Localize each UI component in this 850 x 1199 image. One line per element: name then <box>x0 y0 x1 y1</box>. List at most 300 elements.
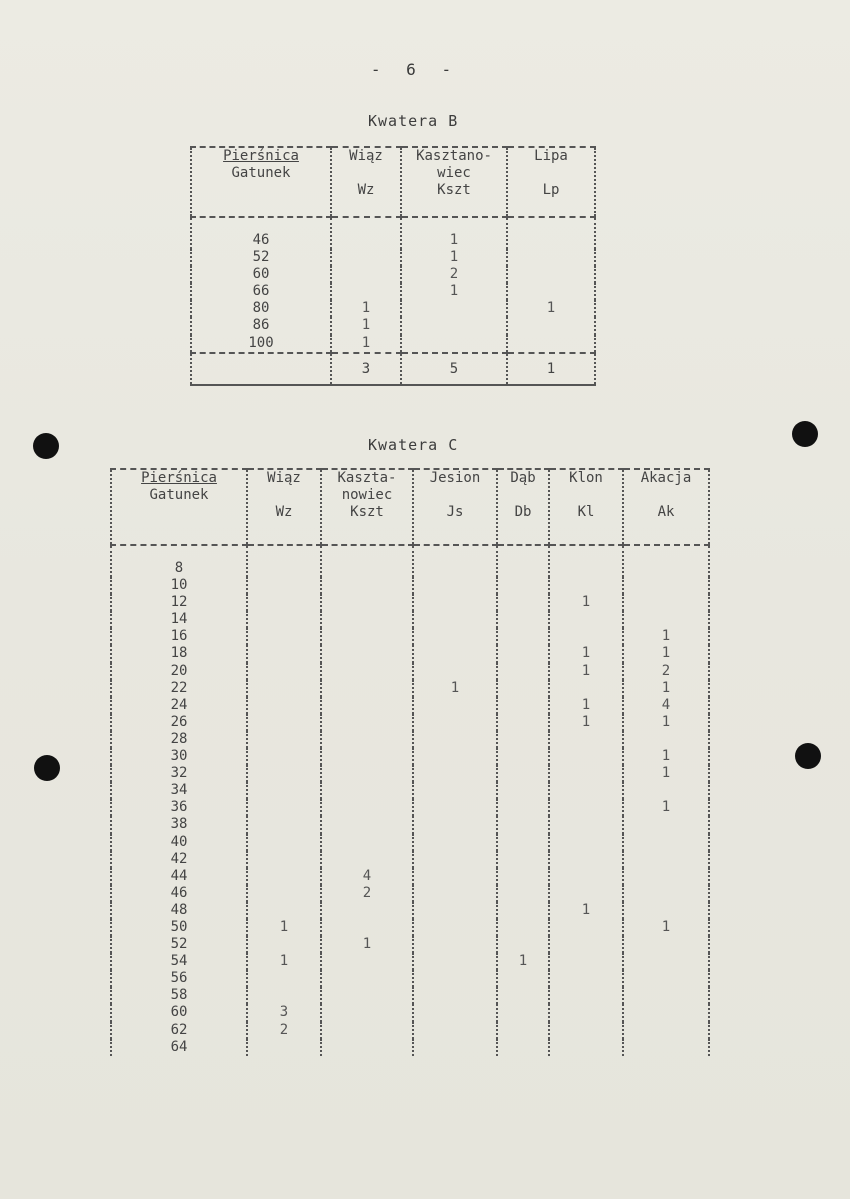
header-line3: Wz <box>275 504 293 520</box>
count-cell <box>247 816 321 833</box>
header-line2: Gatunek <box>231 165 291 181</box>
count-cell <box>549 765 623 782</box>
count-cell: 2 <box>321 885 413 902</box>
count-cell <box>623 782 709 799</box>
table-row <box>191 249 595 266</box>
count-cell <box>623 953 709 970</box>
count-cell <box>247 594 321 611</box>
table-row <box>111 765 709 782</box>
count-cell <box>413 970 497 987</box>
count-cell <box>549 816 623 833</box>
count-cell: 1 <box>331 317 401 334</box>
count-cell <box>549 545 623 577</box>
count-cell <box>623 885 709 902</box>
count-cell <box>623 987 709 1004</box>
kwatera-c-table <box>110 468 710 1056</box>
count-cell: 1 <box>321 936 413 953</box>
count-cell <box>413 953 497 970</box>
diameter-cell: 64 <box>111 1039 247 1056</box>
count-cell <box>321 611 413 628</box>
count-cell <box>413 1039 497 1056</box>
header-line2: Gatunek <box>149 487 209 503</box>
count-cell <box>549 1004 623 1021</box>
count-cell <box>623 577 709 594</box>
count-cell <box>507 317 595 334</box>
header-cell <box>247 469 321 545</box>
header-cell <box>401 147 507 217</box>
count-cell <box>247 645 321 662</box>
count-cell: 3 <box>247 1004 321 1021</box>
count-cell <box>321 834 413 851</box>
count-cell: 1 <box>623 645 709 662</box>
diameter-cell: 16 <box>111 628 247 645</box>
count-cell: 1 <box>549 645 623 662</box>
count-cell: 1 <box>623 628 709 645</box>
count-cell <box>247 628 321 645</box>
table-row <box>111 851 709 868</box>
count-cell <box>413 611 497 628</box>
count-cell <box>497 697 549 714</box>
count-cell <box>247 851 321 868</box>
count-cell <box>497 714 549 731</box>
count-cell <box>413 868 497 885</box>
count-cell <box>497 782 549 799</box>
count-cell <box>321 902 413 919</box>
header-line1: Pierśnica <box>141 470 217 486</box>
count-cell <box>413 628 497 645</box>
count-cell <box>247 936 321 953</box>
header-row <box>191 147 595 217</box>
diameter-cell: 40 <box>111 834 247 851</box>
count-cell <box>247 782 321 799</box>
count-cell <box>321 731 413 748</box>
diameter-cell: 22 <box>111 680 247 697</box>
count-cell <box>247 545 321 577</box>
header-cell <box>321 469 413 545</box>
count-cell: 1 <box>401 249 507 266</box>
header-line1: Jesion <box>429 470 481 486</box>
count-cell <box>413 799 497 816</box>
count-cell <box>413 816 497 833</box>
count-cell <box>413 697 497 714</box>
header-line2: wiec <box>437 165 471 181</box>
diameter-cell: 80 <box>191 300 331 317</box>
count-cell <box>549 868 623 885</box>
count-cell <box>413 1022 497 1039</box>
diameter-cell: 36 <box>111 799 247 816</box>
count-cell <box>497 594 549 611</box>
table-row <box>111 919 709 936</box>
count-cell <box>321 782 413 799</box>
table-row <box>111 868 709 885</box>
table-row <box>111 1022 709 1039</box>
count-cell <box>321 680 413 697</box>
table-row <box>111 663 709 680</box>
total-cell <box>191 353 331 385</box>
kwatera-c-title: Kwatera C <box>368 436 459 454</box>
count-cell <box>413 885 497 902</box>
count-cell <box>321 765 413 782</box>
header-line1: Lipa <box>534 148 568 164</box>
header-line3: Js <box>446 504 464 520</box>
header-line2 <box>498 487 548 504</box>
count-cell <box>247 1039 321 1056</box>
count-cell: 1 <box>413 680 497 697</box>
diameter-cell: 42 <box>111 851 247 868</box>
count-cell <box>549 970 623 987</box>
header-cell <box>413 469 497 545</box>
count-cell: 1 <box>549 594 623 611</box>
diameter-cell: 52 <box>191 249 331 266</box>
count-cell <box>497 936 549 953</box>
table-row <box>111 885 709 902</box>
count-cell <box>413 594 497 611</box>
count-cell: 1 <box>623 714 709 731</box>
count-cell <box>413 748 497 765</box>
table-row <box>111 936 709 953</box>
count-cell: 1 <box>401 217 507 249</box>
header-line1: Wiąz <box>267 470 301 486</box>
count-cell <box>331 266 401 283</box>
header-line1: Wiąz <box>349 148 383 164</box>
count-cell <box>321 628 413 645</box>
count-cell <box>623 1039 709 1056</box>
count-cell <box>247 577 321 594</box>
header-row <box>111 469 709 545</box>
count-cell <box>321 1022 413 1039</box>
table-row <box>111 748 709 765</box>
header-line1: Pierśnica <box>223 148 299 164</box>
count-cell: 1 <box>623 680 709 697</box>
header-cell <box>549 469 623 545</box>
header-line3: Kszt <box>437 182 471 198</box>
diameter-cell: 54 <box>111 953 247 970</box>
table-row <box>111 680 709 697</box>
count-cell <box>549 731 623 748</box>
diameter-cell: 60 <box>111 1004 247 1021</box>
header-cell <box>623 469 709 545</box>
diameter-cell: 30 <box>111 748 247 765</box>
punch-hole-left-bottom <box>34 755 60 781</box>
count-cell <box>623 611 709 628</box>
table-row <box>111 970 709 987</box>
count-cell <box>321 919 413 936</box>
table-row <box>111 611 709 628</box>
header-line2 <box>624 487 708 504</box>
count-cell <box>549 782 623 799</box>
table-row <box>111 628 709 645</box>
count-cell <box>549 936 623 953</box>
count-cell <box>497 731 549 748</box>
table-row <box>191 300 595 317</box>
punch-hole-right-top <box>792 421 818 447</box>
table-row <box>111 987 709 1004</box>
count-cell: 1 <box>549 902 623 919</box>
count-cell <box>549 1022 623 1039</box>
count-cell <box>413 919 497 936</box>
count-cell <box>497 611 549 628</box>
count-cell <box>321 577 413 594</box>
header-line3: Wz <box>357 182 375 198</box>
diameter-cell: 86 <box>191 317 331 334</box>
table-row <box>111 799 709 816</box>
count-cell <box>549 611 623 628</box>
count-cell <box>413 1004 497 1021</box>
count-cell <box>497 816 549 833</box>
count-cell <box>321 970 413 987</box>
count-cell <box>413 987 497 1004</box>
count-cell <box>549 628 623 645</box>
diameter-cell: 60 <box>191 266 331 283</box>
count-cell <box>497 868 549 885</box>
header-line1: Kasztano- <box>416 148 492 164</box>
count-cell <box>321 594 413 611</box>
count-cell: 1 <box>623 748 709 765</box>
count-cell <box>413 834 497 851</box>
header-line3: Kszt <box>350 504 384 520</box>
count-cell <box>247 902 321 919</box>
count-cell <box>497 748 549 765</box>
table-row <box>111 902 709 919</box>
count-cell <box>321 545 413 577</box>
count-cell <box>549 834 623 851</box>
count-cell <box>497 1039 549 1056</box>
header-line3: Ak <box>657 504 675 520</box>
count-cell <box>321 663 413 680</box>
count-cell <box>623 851 709 868</box>
count-cell <box>497 902 549 919</box>
diameter-cell: 62 <box>111 1022 247 1039</box>
diameter-cell: 26 <box>111 714 247 731</box>
count-cell <box>247 663 321 680</box>
table-row <box>111 834 709 851</box>
count-cell <box>247 987 321 1004</box>
count-cell <box>247 714 321 731</box>
header-line3: Kl <box>577 504 595 520</box>
table-row <box>111 697 709 714</box>
diameter-cell: 44 <box>111 868 247 885</box>
table-row <box>191 283 595 300</box>
diameter-cell: 100 <box>191 335 331 353</box>
count-cell: 4 <box>623 697 709 714</box>
diameter-cell: 50 <box>111 919 247 936</box>
count-cell <box>497 645 549 662</box>
table-row <box>111 577 709 594</box>
count-cell <box>507 217 595 249</box>
count-cell <box>549 851 623 868</box>
table-row <box>191 335 595 353</box>
header-line1: Akacja <box>640 470 692 486</box>
diameter-cell: 58 <box>111 987 247 1004</box>
count-cell <box>413 731 497 748</box>
diameter-cell: 66 <box>191 283 331 300</box>
count-cell: 1 <box>331 300 401 317</box>
count-cell <box>321 987 413 1004</box>
count-cell <box>549 987 623 1004</box>
table-row <box>111 782 709 799</box>
count-cell: 1 <box>331 335 401 353</box>
count-cell <box>247 834 321 851</box>
header-line1: Klon <box>569 470 603 486</box>
count-cell <box>497 1022 549 1039</box>
count-cell: 1 <box>623 765 709 782</box>
table-row <box>111 731 709 748</box>
diameter-cell: 24 <box>111 697 247 714</box>
count-cell <box>321 1039 413 1056</box>
count-cell <box>247 611 321 628</box>
count-cell <box>321 714 413 731</box>
count-cell <box>247 680 321 697</box>
count-cell <box>331 217 401 249</box>
table-row <box>111 1004 709 1021</box>
count-cell <box>497 987 549 1004</box>
count-cell <box>623 1004 709 1021</box>
count-cell <box>497 799 549 816</box>
count-cell <box>623 868 709 885</box>
count-cell <box>401 300 507 317</box>
count-cell <box>331 283 401 300</box>
header-line3: Lp <box>542 182 560 198</box>
table-row <box>111 645 709 662</box>
count-cell <box>321 799 413 816</box>
count-cell <box>413 714 497 731</box>
count-cell <box>247 970 321 987</box>
diameter-cell: 32 <box>111 765 247 782</box>
diameter-cell: 46 <box>111 885 247 902</box>
count-cell <box>247 748 321 765</box>
diameter-cell: 56 <box>111 970 247 987</box>
diameter-cell: 48 <box>111 902 247 919</box>
count-cell <box>413 851 497 868</box>
count-cell <box>549 1039 623 1056</box>
count-cell <box>623 834 709 851</box>
header-line1: Kaszta- <box>337 470 397 486</box>
count-cell <box>623 816 709 833</box>
table-row <box>111 545 709 577</box>
count-cell: 1 <box>623 799 709 816</box>
count-cell <box>623 594 709 611</box>
table-row <box>111 816 709 833</box>
count-cell <box>623 545 709 577</box>
table-row <box>111 714 709 731</box>
count-cell: 1 <box>549 714 623 731</box>
count-cell <box>413 663 497 680</box>
count-cell <box>497 851 549 868</box>
count-cell <box>497 545 549 577</box>
count-cell <box>497 577 549 594</box>
diameter-cell: 28 <box>111 731 247 748</box>
count-cell <box>321 953 413 970</box>
count-cell <box>413 765 497 782</box>
header-line2: nowiec <box>341 487 393 503</box>
punch-hole-right-bottom <box>795 743 821 769</box>
diameter-cell: 38 <box>111 816 247 833</box>
kwatera-b-table <box>190 146 596 386</box>
count-cell <box>623 936 709 953</box>
count-cell <box>413 545 497 577</box>
count-cell: 1 <box>623 919 709 936</box>
count-cell: 1 <box>247 919 321 936</box>
total-cell: 3 <box>331 353 401 385</box>
count-cell <box>321 748 413 765</box>
header-line3 <box>112 504 246 521</box>
total-cell: 1 <box>507 353 595 385</box>
count-cell <box>247 868 321 885</box>
count-cell: 4 <box>321 868 413 885</box>
total-cell: 5 <box>401 353 507 385</box>
count-cell <box>507 335 595 353</box>
count-cell <box>413 782 497 799</box>
count-cell <box>321 697 413 714</box>
table-row <box>111 1039 709 1056</box>
diameter-cell: 12 <box>111 594 247 611</box>
count-cell <box>413 645 497 662</box>
diameter-cell: 14 <box>111 611 247 628</box>
count-cell <box>247 697 321 714</box>
count-cell <box>321 1004 413 1021</box>
table-row <box>111 953 709 970</box>
diameter-cell: 18 <box>111 645 247 662</box>
count-cell <box>549 680 623 697</box>
header-line2 <box>550 487 622 504</box>
count-cell: 1 <box>401 283 507 300</box>
count-cell <box>331 249 401 266</box>
diameter-cell: 20 <box>111 663 247 680</box>
header-line2 <box>248 487 320 504</box>
count-cell: 2 <box>623 663 709 680</box>
count-cell <box>497 885 549 902</box>
count-cell <box>413 902 497 919</box>
count-cell <box>413 936 497 953</box>
header-line3: Db <box>514 504 532 520</box>
count-cell <box>321 851 413 868</box>
count-cell <box>623 731 709 748</box>
header-line1: Dąb <box>510 470 536 486</box>
totals-row <box>191 353 595 385</box>
header-cell <box>497 469 549 545</box>
count-cell <box>497 765 549 782</box>
count-cell <box>321 816 413 833</box>
header-line2 <box>332 165 400 182</box>
count-cell <box>623 902 709 919</box>
count-cell <box>401 317 507 334</box>
count-cell: 1 <box>507 300 595 317</box>
count-cell <box>623 970 709 987</box>
count-cell <box>497 1004 549 1021</box>
count-cell: 1 <box>549 663 623 680</box>
count-cell <box>321 645 413 662</box>
diameter-cell: 10 <box>111 577 247 594</box>
count-cell <box>497 919 549 936</box>
punch-hole-left-top <box>33 433 59 459</box>
count-cell <box>497 834 549 851</box>
count-cell <box>497 680 549 697</box>
count-cell: 2 <box>247 1022 321 1039</box>
count-cell <box>549 748 623 765</box>
header-line2 <box>414 487 496 504</box>
count-cell <box>497 970 549 987</box>
count-cell <box>623 1022 709 1039</box>
count-cell <box>497 628 549 645</box>
count-cell: 1 <box>247 953 321 970</box>
header-line2 <box>508 165 594 182</box>
count-cell <box>247 765 321 782</box>
count-cell <box>247 731 321 748</box>
count-cell <box>507 249 595 266</box>
count-cell <box>413 577 497 594</box>
diameter-cell: 46 <box>191 217 331 249</box>
table-row <box>191 217 595 249</box>
